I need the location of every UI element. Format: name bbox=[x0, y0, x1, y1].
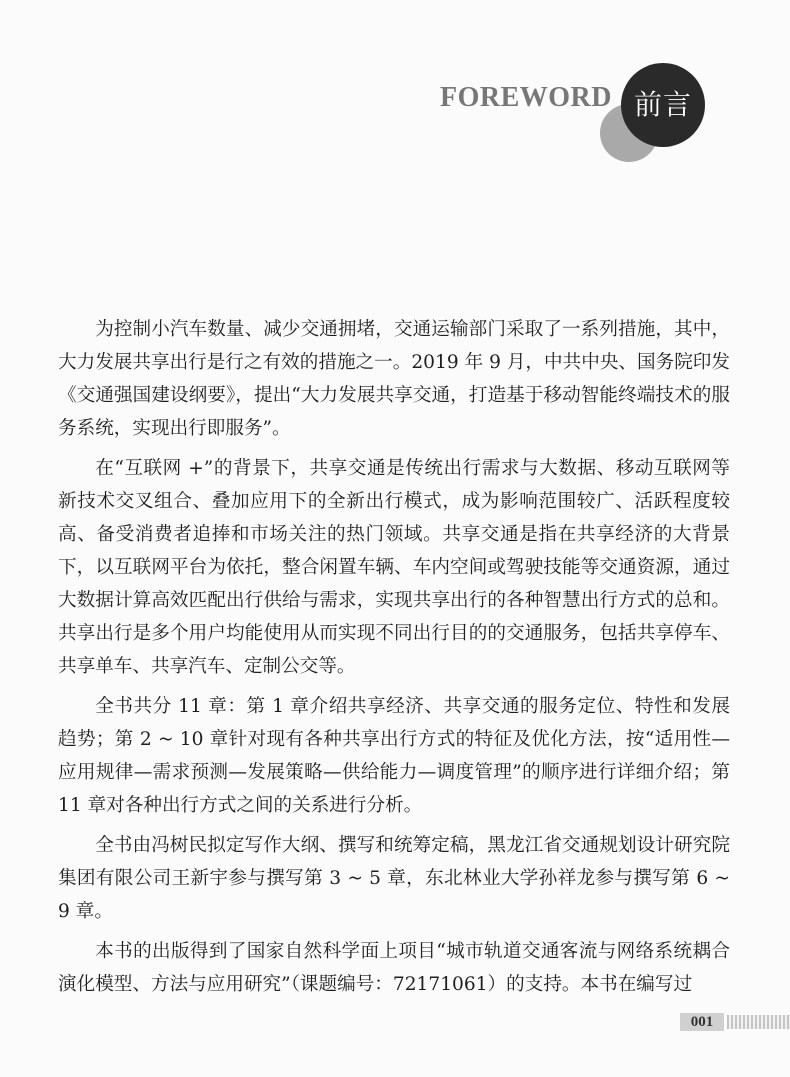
paragraph: 全书共分 11 章：第 1 章介绍共享经济、共享交通的服务定位、特性和发展趋势；第 2 ~ 10 章针对现有各种共享出行方式的特征及优化方法，按“适用性—应用规律—需求预测—发展策略—供给能力—调度管理”的顺序进行详细介绍；第 11 章对各种出行方式之间的关系进行分析。 bbox=[58, 696, 730, 816]
footer-decoration bbox=[727, 1015, 790, 1029]
preface-title: 前言 bbox=[633, 88, 692, 121]
page-footer bbox=[680, 1013, 790, 1031]
page-number: 001 bbox=[680, 1013, 724, 1031]
foreword-title: FOREWORD bbox=[440, 82, 612, 113]
foreword-body bbox=[58, 313, 730, 1008]
paragraph: 全书由冯树民拟定写作大纲、撰写和统筹定稿，黑龙江省交通规划设计研究院集团有限公司王新宇参与撰写第 3 ~ 5 章，东北林业大学孙祥龙参与撰写第 6 ~ 9 章。 bbox=[58, 835, 730, 922]
page-header bbox=[0, 0, 790, 170]
paragraph: 为控制小汽车数量、减少交通拥堵，交通运输部门采取了一系列措施，其中，大力发展共享出行是行之有效的措施之一。2019 年 9 月，中共中央、国务院印发《交通强国建设纲要》，提出“大力发展共享交通，打造基于移动智能终端技术的服务系统，实现出行即服务”。 bbox=[58, 319, 730, 439]
paragraph: 本书的出版得到了国家自然科学面上项目“城市轨道交通客流与网络系统耦合演化模型、方法与应用研究”（课题编号：72171061）的支持。本书在编写过 bbox=[58, 941, 730, 995]
paragraph: 在“互联网 +”的背景下，共享交通是传统出行需求与大数据、移动互联网等新技术交叉组合、叠加应用下的全新出行模式，成为影响范围较广、活跃程度较高、备受消费者追捧和市场关注的热门领域。共享交通是指在共享经济的大背景下，以互联网平台为依托，整合闲置车辆、车内空间或驾驶技能等交通资源，通过大数据计算高效匹配出行供给与需求，实现共享出行的各种智慧出行方式的总和。共享出行是多个用户均能使用从而实现不同出行目的的交通服务，包括共享停车、共享单车、共享汽车、定制公交等。 bbox=[58, 458, 730, 677]
